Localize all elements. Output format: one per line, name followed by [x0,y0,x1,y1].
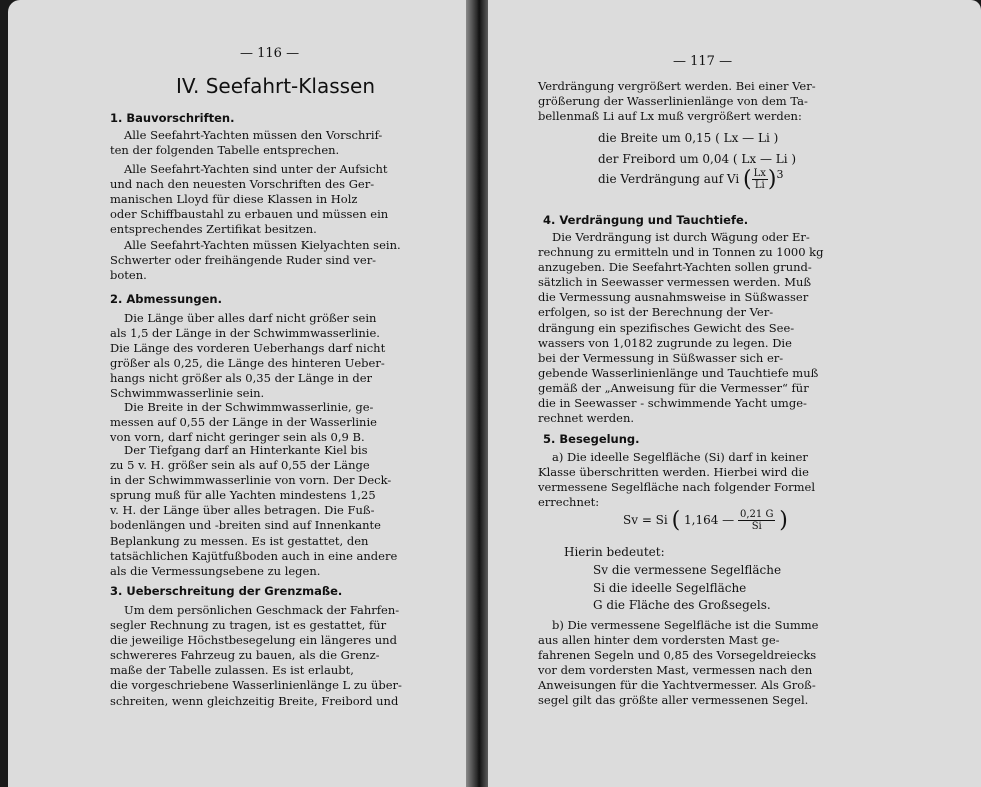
section-heading-grenzmasse: 3. Ueberschreitung der Grenzmaße. [110,584,343,598]
bracket-close: ) [779,508,788,533]
chapter-title: IV. Seefahrt-Klassen [176,74,376,98]
section-heading-verdraengung: 4. Verdrängung und Tauchtiefe. [543,213,749,227]
formula-verdraengung [598,167,784,192]
formula-segelflaeche [623,508,788,533]
section-heading-besegelung: 5. Besegelung. [543,432,640,446]
formula-constant: 1,164 — [684,513,735,527]
fraction [752,168,768,191]
fraction [738,509,775,532]
fraction-denominator: Si [751,521,762,532]
paragraph: b) Die vermessene Segelfläche ist die Summe aus allen hinter dem vordersten Mast ge- fahrenen Segeln und 0,85 des Vorsegeldreiecks vor dem vordersten Mast, vermessen nach den Anweisungen für die Yachtvermesser. Als Groß- segel gilt das größte aller vermessenen Segel. [538,618,819,708]
paragraph: a) Die ideelle Segelfläche (Si) darf in keiner Klasse überschritten werden. Hierbei wird die vermessene Segelfläche nach folgender Formel errechnet: [538,450,816,510]
paragraph: Alle Seefahrt-Yachten müssen Kielyachten sein. Schwerter oder freihängende Ruder sind ver- boten. [110,238,401,283]
fraction-numerator: Lx [753,168,766,179]
definition-sv: Sv die vermessene Segelfläche [593,563,782,577]
bracket-open: ( [671,508,681,533]
paragraph: Alle Seefahrt-Yachten müssen den Vorschrif- ten der folgenden Tabelle entsprechen. [110,128,383,158]
formula-lhs: Sv = Si [623,513,668,527]
paragraph: Alle Seefahrt-Yachten sind unter der Aufsicht und nach den neuesten Vorschriften des Ger- manischen Lloyd für diese Klassen in Holz oder Schiffbaustahl zu erbauen und müssen ein entsprechendes Zertifikat besitzen. [110,162,389,237]
paragraph: Die Länge über alles darf nicht größer sein als 1,5 der Länge in der Schwimmwasserlinie. Die Länge des vorderen Ueberhangs darf nicht größer als 0,25, die Länge des hinteren Ueber- hangs nicht größer als 0,35 der Länge in der Schwimmwasserlinie sein. [110,311,386,401]
fraction-numerator: 0,21 G [740,509,774,520]
right-page [488,0,981,787]
paragraph: Die Breite in der Schwimmwasserlinie, ge- messen auf 0,55 der Länge in der Wasserlinie von vorn, darf nicht geringer sein als 0,9 B. [110,400,377,445]
paragraph: Der Tiefgang darf an Hinterkante Kiel bis zu 5 v. H. größer sein als auf 0,55 der Länge in der Schwimmwasserlinie von vorn. Der Deck- sprung muß für alle Yachten mindestens 1,25 v. H. der Länge über alles betragen. Die Fuß- bodenlängen und -breiten sind auf Innenkante Beplankung zu messen. Es ist gestattet, den tatsächlichen Kajütfußboden auch in eine andere als die Vermessungsebene zu legen. [110,443,398,578]
definition-g: G die Fläche des Großsegels. [593,598,771,612]
formula-text: die Verdrängung auf Vi [598,172,740,186]
left-page [8,0,468,787]
page-number: — 116 — [240,46,300,61]
paragraph: Um dem persönlichen Geschmack der Fahrfen- segler Rechnung zu tragen, ist es gestattet, für die jeweilige Höchstbesegelung ein längeres und schwereres Fahrzeug zu bauen, als die Grenz- maße der Tabelle zulassen. Es ist erlaubt, die vorgeschriebene Wasserlinienlänge L zu über- schreiten, wenn gleichzeitig Breite, Freibord und [110,603,402,708]
section-heading-bauvorschriften: 1. Bauvorschriften. [110,111,235,125]
bracket-close: ) [767,167,777,192]
section-heading-abmessungen: 2. Abmessungen. [110,292,222,306]
exponent: 3 [776,168,784,181]
paragraph: Die Verdrängung ist durch Wägung oder Er- rechnung zu ermitteln und in Tonnen zu 1000 kg anzugeben. Die Seefahrt-Yachten sollen grund- sätzlich in Seewasser vermessen werden. Muß die Vermessung ausnahmsweise in Süßwasser erfolgen, so ist der Berechnung der Ver- drängung ein spezifisches Gewicht des See- wassers von 1,0182 zugrunde zu legen. Die bei der Vermessung in Süßwasser sich er- gebende Wasserlinienlänge und Tauchtiefe muß gemäß der „Anweisung für die Vermesser“ für die in Seewasser - schwimmende Yacht umge- rechnet werden. [538,230,824,426]
fraction-denominator: Li [754,180,765,191]
definitions-intro: Hierin bedeutet: [564,545,665,559]
definition-si: Si die ideelle Segelfläche [593,581,747,595]
paragraph: Verdrängung vergrößert werden. Bei einer Ver- größerung der Wasserlinienlänge von dem Ta- bellenmaß Li auf Lx muß vergrößert werden: [538,79,816,124]
bracket-open: ( [743,167,752,192]
page-number: — 117 — [673,54,733,69]
book-gutter [466,0,490,787]
formula-breite: die Breite um 0,15 ( Lx — Li ) [598,131,779,145]
formula-freibord: der Freibord um 0,04 ( Lx — Li ) [598,152,797,166]
